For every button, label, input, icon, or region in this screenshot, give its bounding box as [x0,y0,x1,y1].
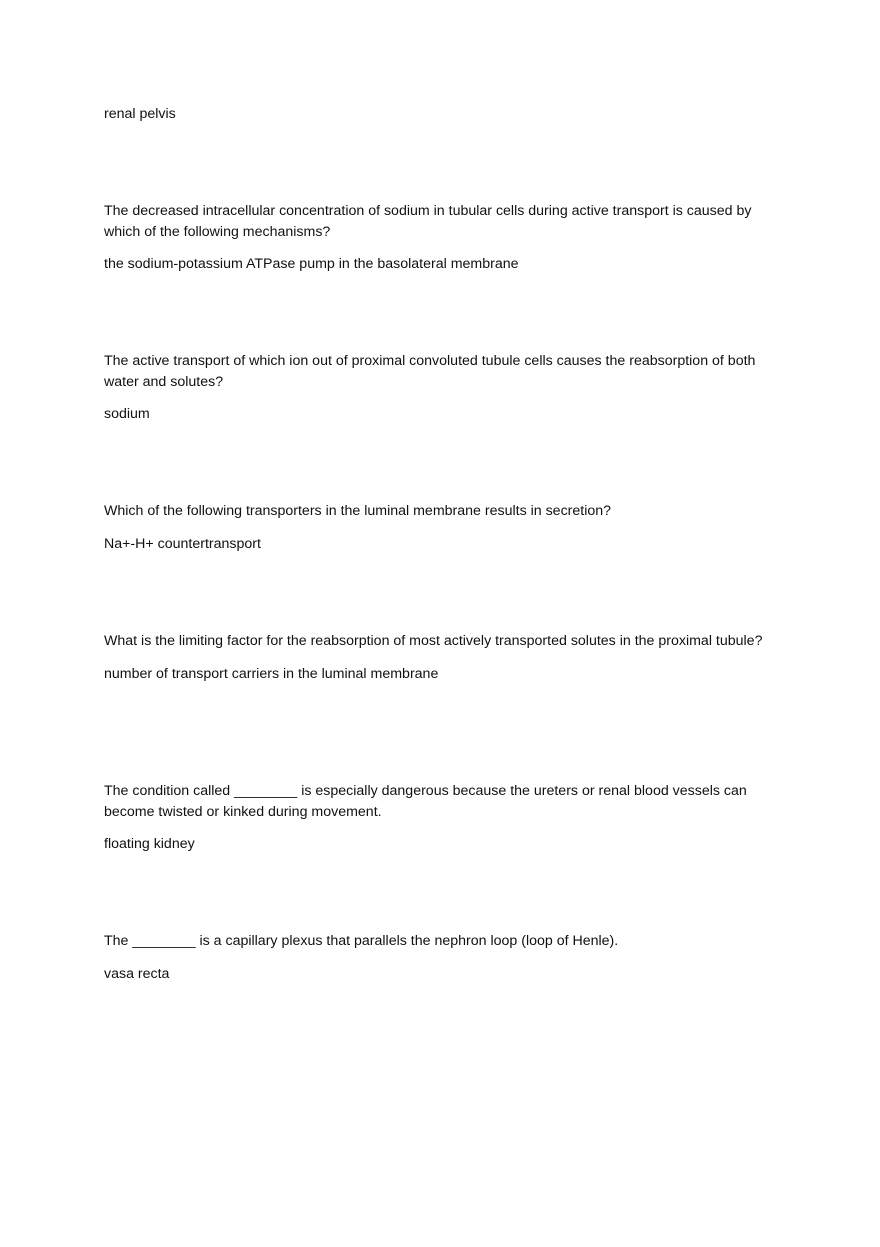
answer-text: sodium [104,406,150,422]
question-text: The decreased intracellular concentration of sodium in tubular cells during active transport is caused by which of the following mechanisms? [104,203,752,240]
qa-item-4 [104,631,776,684]
qa-item-6 [104,931,776,984]
question-text: The ________ is a capillary plexus that parallels the nephron loop (loop of Henle). [104,933,619,949]
answer-text: the sodium-potassium ATPase pump in the basolateral membrane [104,256,519,272]
answer-text: renal pelvis [104,106,176,122]
answer-text: number of transport carriers in the luminal membrane [104,665,439,682]
answer-text: Na+-H+ countertransport [104,535,261,552]
question-text: The active transport of which ion out of proximal convoluted tubule cells causes the reabsorption of both water and solutes? [104,353,756,390]
qa-item-2 [104,351,776,425]
answer-text: floating kidney [104,836,195,852]
question-text: What is the limiting factor for the reabsorption of most actively transported solutes in the proximal tubule? [104,633,763,649]
qa-item-3 [104,501,776,554]
question-text: The condition called ________ is especially dangerous because the ureters or renal blood vessels can become twisted or kinked during movement. [104,783,747,820]
lead-answer-block [104,104,776,125]
qa-item-1 [104,201,776,275]
question-text: Which of the following transporters in the luminal membrane results in secretion? [104,503,612,519]
qa-item-5 [104,781,776,855]
answer-text: vasa recta [104,965,170,982]
